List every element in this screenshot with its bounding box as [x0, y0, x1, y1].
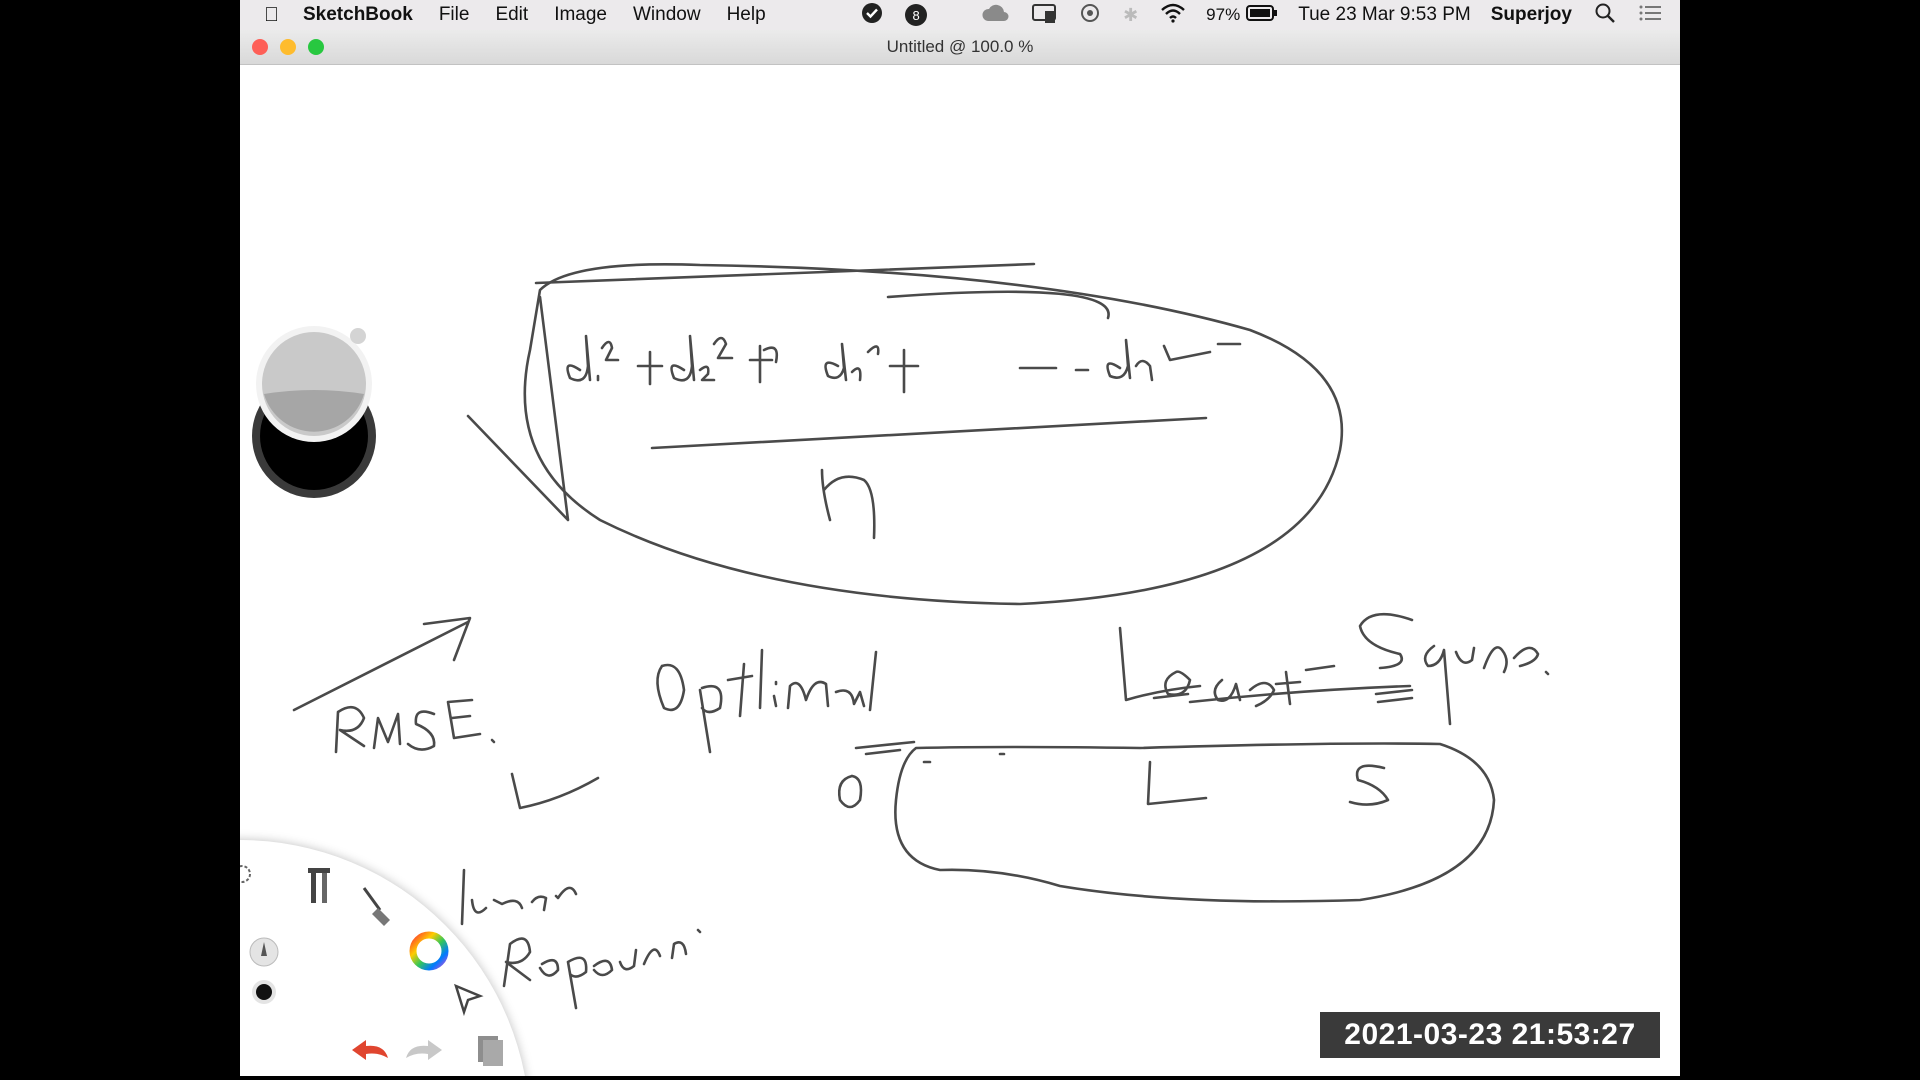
tools-icon[interactable] [302, 862, 336, 911]
handwritten-notes [240, 0, 1680, 1076]
color-dot-icon[interactable] [250, 978, 278, 1011]
pen-tip-icon[interactable] [248, 936, 280, 973]
gear-icon[interactable] [240, 862, 254, 891]
redo-icon[interactable] [402, 1036, 446, 1071]
menu-edit[interactable]: Edit [480, 4, 514, 25]
layers-icon[interactable] [474, 1030, 508, 1075]
notification-badge[interactable]: 8 [905, 4, 927, 26]
battery-percent[interactable]: 97% [1206, 5, 1241, 24]
color-wheel-icon[interactable] [408, 930, 450, 977]
app-menu[interactable]: SketchBook [288, 4, 398, 25]
brush-puck[interactable] [252, 326, 376, 500]
select-arrow-icon[interactable] [450, 980, 486, 1021]
bluetooth-icon[interactable]: ✱ [1123, 4, 1139, 25]
user-menu[interactable]: Superjoy [1490, 4, 1572, 25]
undo-icon[interactable] [348, 1036, 392, 1071]
menu-help[interactable]: Help [711, 4, 751, 25]
brush-icon[interactable] [358, 884, 398, 933]
screen [240, 0, 1680, 1076]
timestamp-overlay: 2021-03-23 21:53:27 [1320, 1012, 1660, 1058]
window-title: Untitled @ 100.0 % [886, 37, 1034, 56]
menu-image[interactable]: Image [539, 4, 592, 25]
menu-file[interactable]: File [423, 4, 455, 25]
menu-window[interactable]: Window [618, 4, 686, 25]
menu-clock[interactable]: Tue 23 Mar 9:53 PM [1298, 4, 1471, 25]
